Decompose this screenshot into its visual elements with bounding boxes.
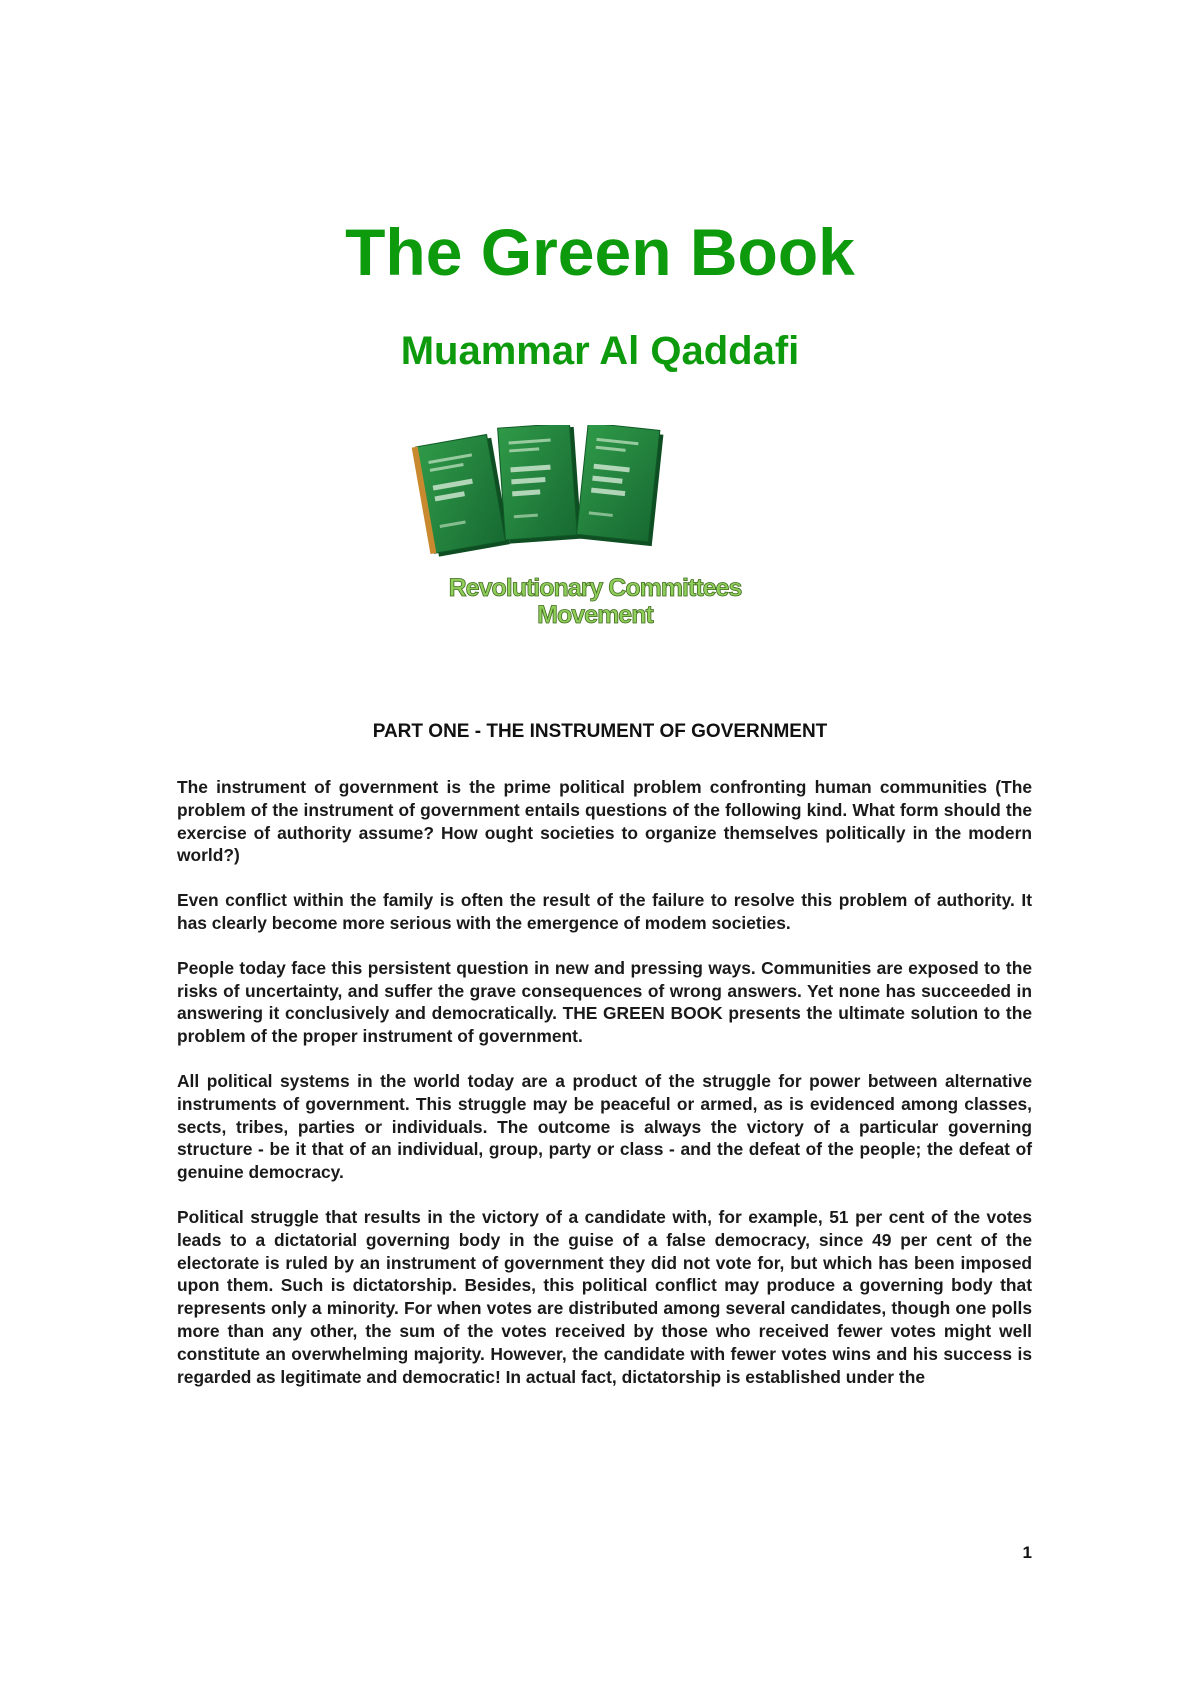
document-author: Muammar Al Qaddafi — [400, 329, 800, 373]
book-cover-right — [576, 425, 664, 546]
book-cover-left — [412, 434, 510, 558]
green-book-logo-icon — [405, 425, 795, 640]
paragraph: All political systems in the world today are a product of the struggle for power between alternative instruments of government. This struggle may be peaceful or armed, as is evidenced among classes, sects, tribes, parties or individuals. The outcome is always the victory of a particular governing structure - be it that of an individual, group, party or class - and the defeat of the people; the defeat of genuine democracy. — [177, 1070, 1032, 1183]
paragraph: Political struggle that results in the victory of a candidate with, for example, 51 per cent of the votes leads to a dictatorial governing body in the guise of a false democracy, since 49 per cent of the electorate is ruled by an instrument of government they did not vote for, but which has been imposed upon them. Such is dictatorship. Besides, this political conflict may produce a governing body that represents only a minority. For when votes are distributed among several candidates, though one polls more than any other, the sum of the votes received by those who received fewer votes might well constitute an overwhelming majority. However, the candidate with fewer votes wins and his success is regarded as legitimate and democratic! In actual fact, dictatorship is established under the — [177, 1206, 1032, 1387]
body-text — [177, 776, 1032, 1410]
document-title: The Green Book — [345, 215, 855, 289]
paragraph: People today face this persistent question in new and pressing ways. Communities are exposed to the risks of uncertainty, and suffer the grave consequences of wrong answers. Yet none has succeeded in answering it conclusively and democratically. THE GREEN BOOK presents the ultimate solution to the problem of the proper instrument of government. — [177, 957, 1032, 1047]
book-cover-middle — [498, 425, 582, 544]
logo-text-line2: Movement — [537, 601, 653, 629]
paragraph: Even conflict within the family is often the result of the failure to resolve this problem of authority. It has clearly become more serious with the emergence of modem societies. — [177, 890, 1032, 933]
page-number: 1 — [1022, 1543, 1032, 1562]
paragraph: The instrument of government is the prime political problem confronting human communities (The problem of the instrument of government entails questions of the following kind. What form should the exercise of authority assume? How ought societies to organize themselves politically in the modern world?) — [177, 777, 1032, 866]
part-heading: PART ONE - THE INSTRUMENT OF GOVERNMENT — [372, 721, 828, 742]
logo-text-line1: Revolutionary Committees — [448, 574, 742, 602]
